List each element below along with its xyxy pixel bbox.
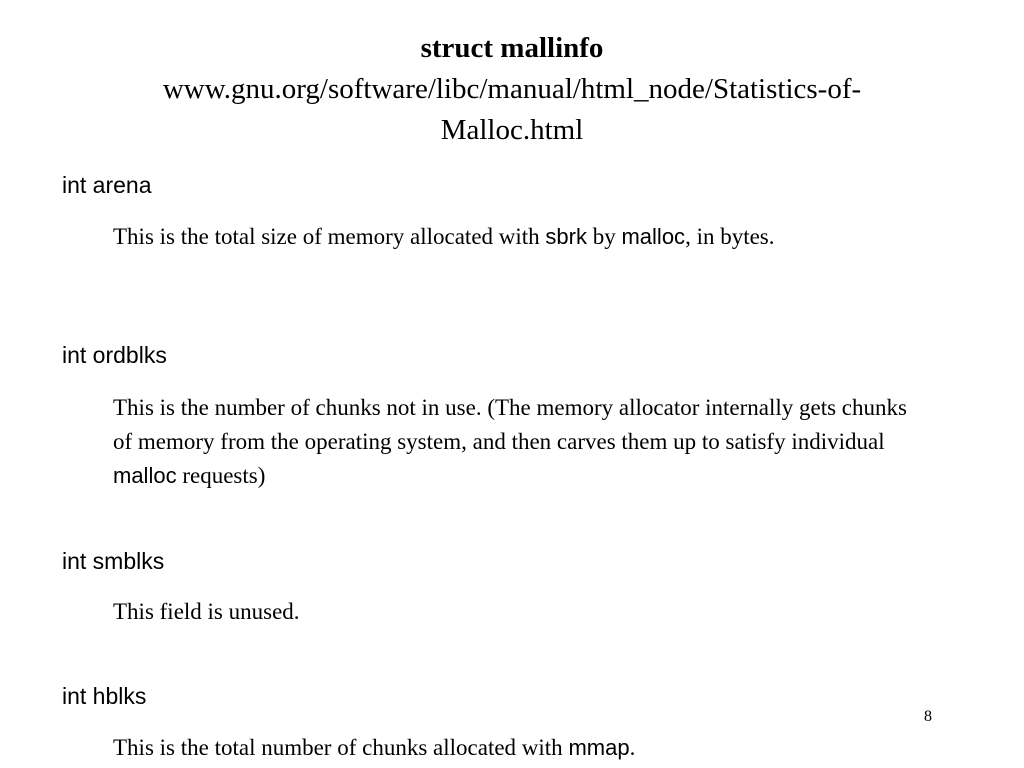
field-desc-smblks [113, 595, 913, 629]
code-malloc: malloc [113, 463, 177, 488]
code-sbrk: sbrk [545, 224, 587, 249]
title-struct-name: struct mallinfo [420, 32, 604, 64]
field-desc-ordblks-text-2: requests) [176, 463, 266, 488]
field-name-smblks: int smblks [62, 548, 165, 574]
field-desc-hblks [113, 731, 913, 765]
field-desc-arena [113, 220, 913, 254]
field-desc-ordblks [113, 391, 913, 493]
field-desc-arena-text-2: by [586, 224, 622, 249]
title-url [60, 69, 964, 151]
title-url-line1: www.gnu.org/software/libc/manual/html_node/Statistics-of- [162, 73, 862, 105]
title-url-line2: Malloc.html [440, 114, 584, 146]
page-number: 8 [924, 708, 932, 725]
field-name-ordblks: int ordblks [62, 342, 167, 368]
field-desc-arena-text-3: , in bytes. [685, 224, 775, 249]
code-mmap: mmap [568, 735, 630, 760]
field-desc-arena-text-1: This is the total size of memory allocated with [113, 224, 546, 249]
field-desc-hblks-text-1: This is the total number of chunks allocated with [113, 735, 569, 760]
field-name-arena: int arena [62, 172, 152, 198]
code-malloc: malloc [621, 224, 686, 249]
field-desc-ordblks-text-1: This is the number of chunks not in use. (The memory allocator internally gets chunks of memory from the operating system, and then carves them up to satisfy individual [113, 395, 907, 454]
field-name-hblks: int hblks [62, 683, 147, 709]
field-desc-hblks-text-2: . [629, 735, 636, 760]
field-desc-smblks-text-1: This field is unused. [113, 599, 300, 624]
slide-title [60, 28, 964, 151]
